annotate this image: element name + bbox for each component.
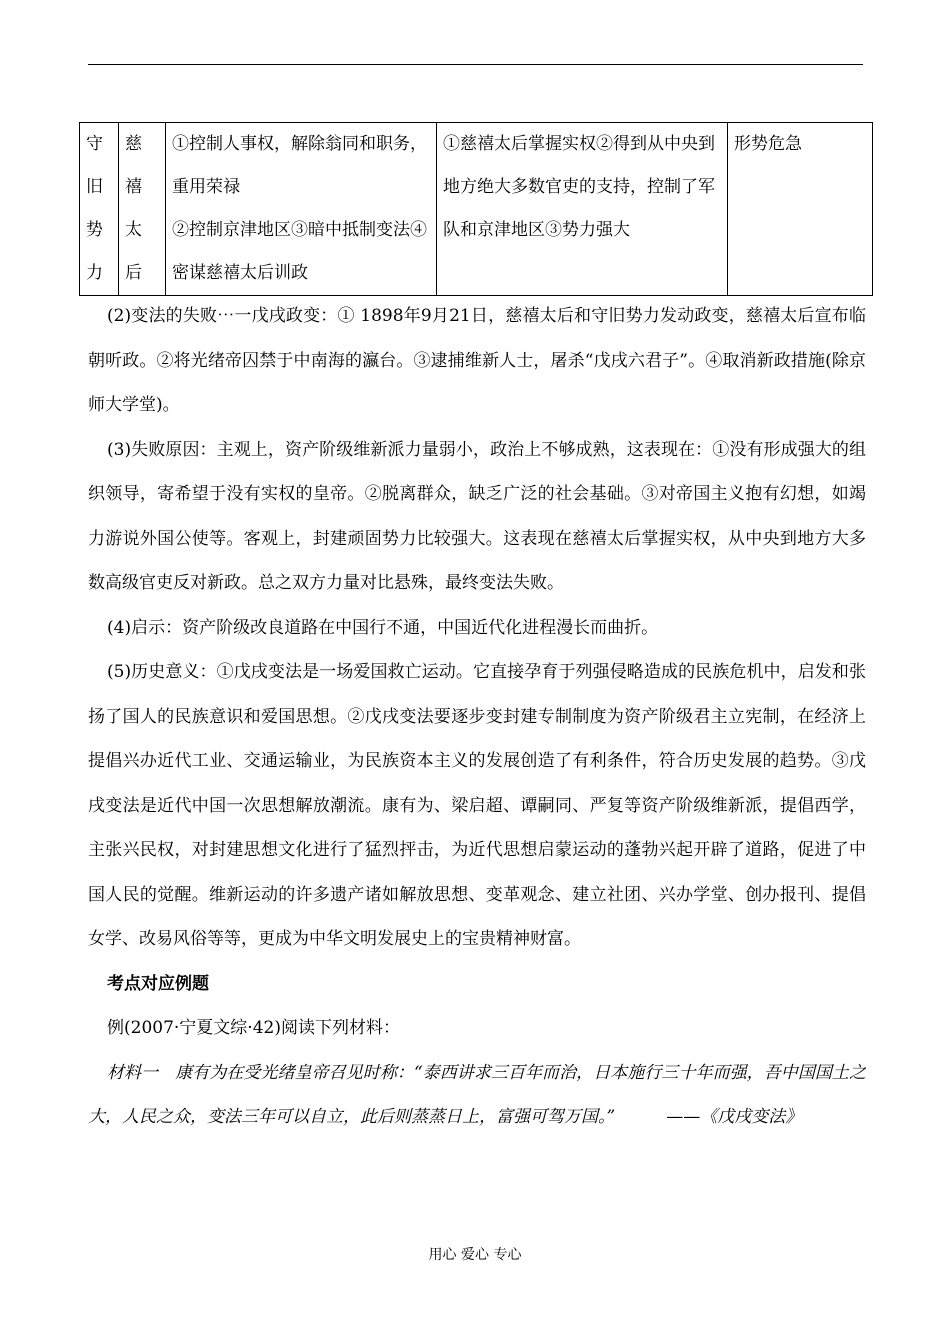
person-char: 太 — [125, 220, 142, 240]
person-char: 慈 — [125, 134, 142, 154]
paragraph-causes: (3)失败原因：主观上，资产阶级维新派力量弱小，政治上不够成熟，这表现在：①没有形成强大的组织领导，寄希望于没有实权的皇帝。②脱离群众，缺乏广泛的社会基础。③对帝国主义抱有幻想，如竭力游说外国公使等。客观上，封建顽固势力比较强大。这表现在慈禧太后掌握实权，从中央到地方大多数高级官吏反对新政。总之双方力量对比悬殊，最终变法失败。 — [88, 439, 866, 593]
comparison-table — [79, 122, 873, 296]
group-char: 守 — [86, 134, 103, 154]
header-rule — [88, 64, 863, 65]
table-row — [80, 123, 873, 296]
group-char: 力 — [86, 263, 103, 283]
measures-line: ②控制京津地区③暗中抵制变法④密谋慈禧太后训政 — [172, 220, 427, 283]
material-quote: 材料一 康有为在受光绪皇帝召见时称：“泰西讲求三百年而治，日本施行三十年而强，吾中国国土之大，人民之众，变法三年可以自立，此后则蒸蒸日上，富强可驾万国。” ——《戊戌变法》 — [88, 1062, 866, 1127]
group-cell — [80, 123, 119, 296]
section-heading: 考点对应例题 — [107, 973, 209, 994]
group-char: 旧 — [86, 177, 103, 197]
strength-cell: ①慈禧太后掌握实权②得到从中央到地方绝大多数官吏的支持，控制了军队和京津地区③势力强大 — [437, 123, 728, 296]
body-text — [88, 294, 866, 1140]
page-footer: 用心 爱心 专心 — [428, 1247, 522, 1263]
situation-cell: 形势危急 — [728, 123, 873, 296]
measures-cell — [166, 123, 437, 296]
person-cell — [119, 123, 166, 296]
paragraph-significance: (5)历史意义：①戊戌变法是一场爱国救亡运动。它直接孕育于列强侵略造成的民族危机中，启发和张扬了国人的民族意识和爱国思想。②戊戌变法要逐步变封建专制制度为资产阶级君主立宪制，在经济上提倡兴办近代工业、交通运输业，为民族资本主义的发展创造了有利条件，符合历史发展的趋势。③戊戌变法是近代中国一次思想解放潮流。康有为、梁启超、谭嗣同、严复等资产阶级维新派，提倡西学，主张兴民权，对封建思想文化进行了猛烈抨击，为近代思想启蒙运动的蓬勃兴起开辟了道路，促进了中国人民的觉醒。维新运动的许多遗产诸如解放思想、变革观念、建立社团、兴办学堂、创办报刊、提倡女学、改易风俗等等，更成为中华文明发展史上的宝贵精神财富。 — [88, 662, 866, 949]
paragraph-failure: (2)变法的失败⋯一戊戌政变：① 1898年9月21日，慈禧太后和守旧势力发动政变，慈禧太后宣布临朝听政。②将光绪帝囚禁于中南海的瀛台。③逮捕维新人士，屠杀“戊戌六君子”。④取消新政措施(除京师大学堂)。 — [88, 306, 866, 415]
person-char: 后 — [125, 263, 142, 283]
example-line: 例(2007·宁夏文综·42)阅读下列材料： — [107, 1018, 400, 1038]
person-char: 禧 — [125, 177, 142, 197]
measures-line: ①控制人事权，解除翁同和职务，重用荣禄 — [172, 134, 427, 197]
paragraph-lesson: (4)启示：资产阶级改良道路在中国行不通，中国近代化进程漫长而曲折。 — [107, 617, 659, 638]
group-char: 势 — [86, 220, 103, 240]
